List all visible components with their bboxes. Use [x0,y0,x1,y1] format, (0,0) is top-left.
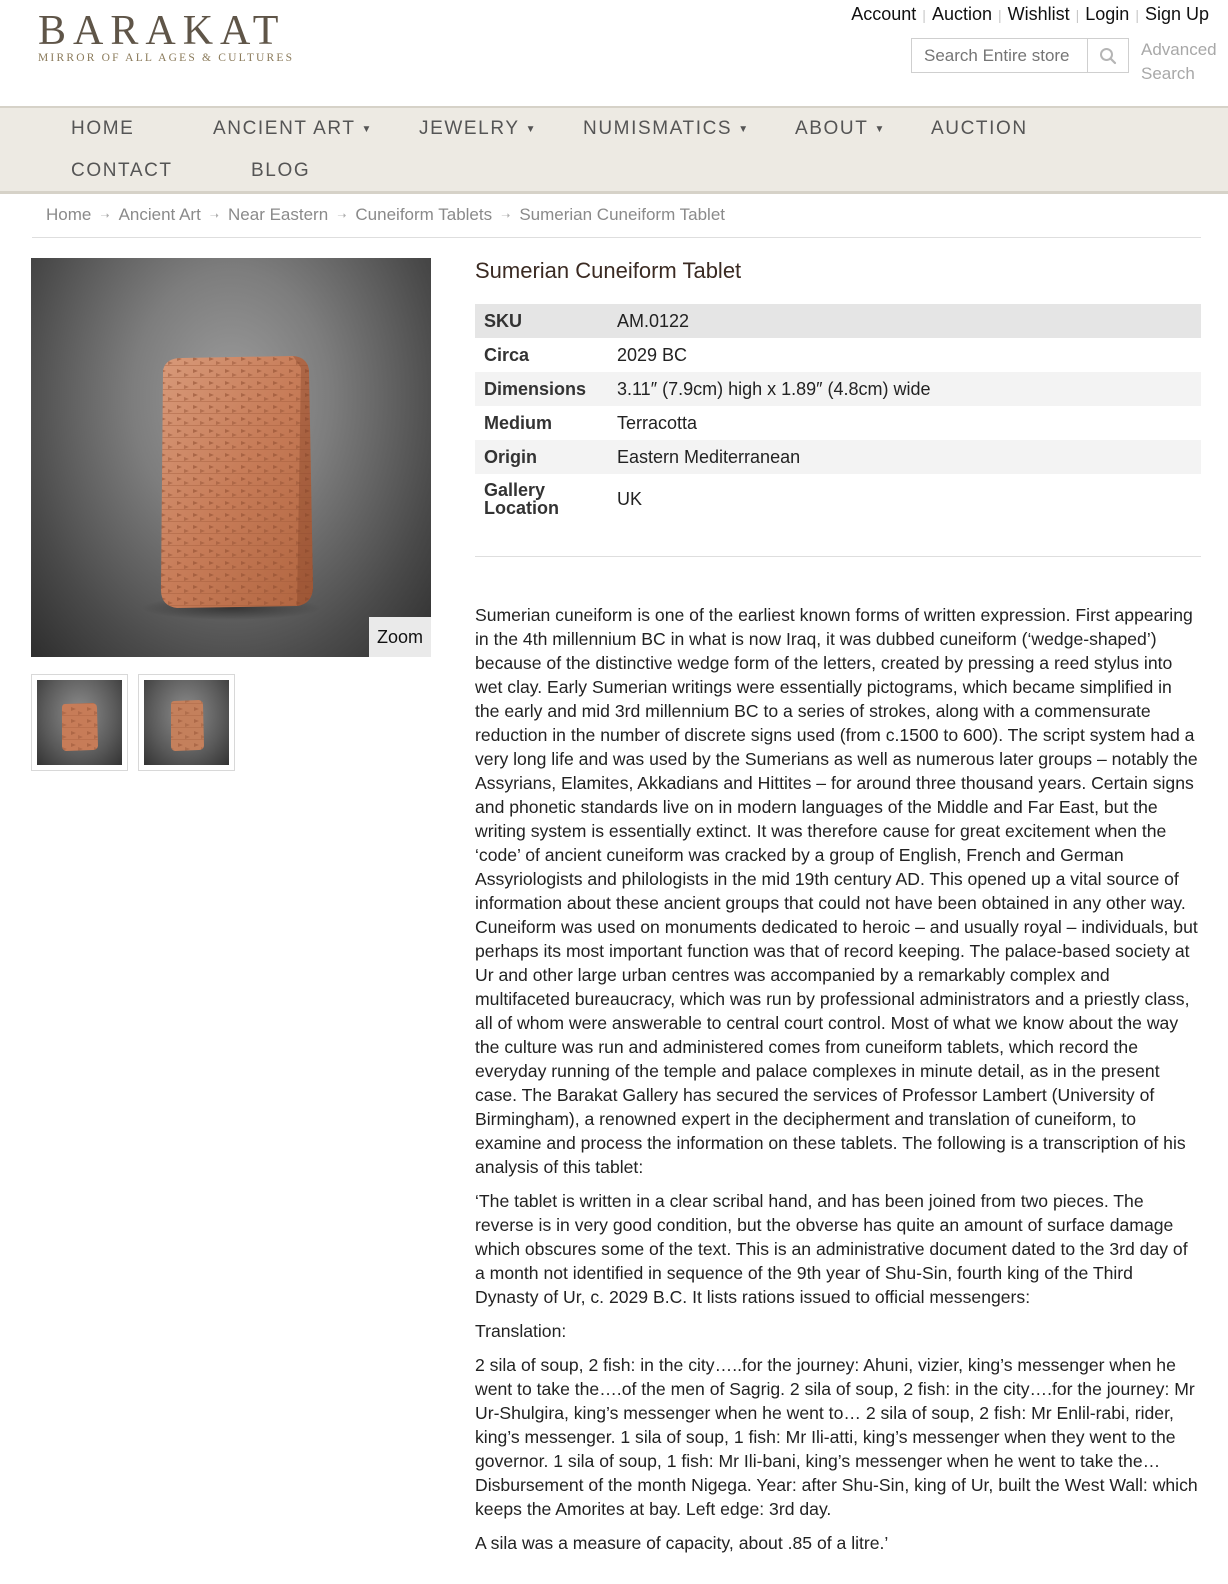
attribute-row [475,372,1201,406]
tablet-photo [31,258,431,657]
signup-link[interactable]: Sign Up [1144,4,1209,24]
site-logo[interactable] [38,8,294,64]
product-attributes-table [475,304,1201,524]
link-separator: | [997,6,1002,23]
search-input[interactable] [911,38,1087,73]
attribute-row [475,474,1201,524]
nav-jewelry-label: JEWELRY [419,118,520,139]
nav-auction-label: AUCTION [931,118,1028,139]
nav-ancient-art-label: ANCIENT ART [213,118,356,139]
nav-about[interactable] [795,118,886,140]
nav-home[interactable] [71,118,134,140]
chevron-down-icon: ▼ [361,124,374,135]
link-separator: | [922,6,926,23]
search-icon [1099,47,1117,65]
nav-about-label: ABOUT [795,118,869,139]
description-paragraph: Cuneiform was used on monuments dedicated to heroic – and usually royal – individuals, but perhaps its most important function was that of record keeping. The palace-based society at Ur and other large urban centres was accompanied by a remarkably complex and multifaceted bureaucracy, which was run by professional administrators and a priestly class, all of whom were answerable to central court control. Most of what we know about the way the culture was run and administered comes from cuneiform tablets, which record the everyday running of the temple and palace complexes in minute detail, as in the present case. The Barakat Gallery has secured the services of Professor Lambert (University of Birmingham), a renowned expert in the decipherment and translation of cuneiform, to examine and process the information on these tablets. The following is a transcription of his analysis of this tablet: [475,917,1198,1177]
arrow-right-icon: ➝ [501,209,511,222]
search-button[interactable] [1087,38,1129,73]
nav-numismatics-label: NUMISMATICS [583,118,733,139]
breadcrumb-cuneiform-tablets[interactable]: Cuneiform Tablets [355,205,493,224]
logo-wordmark: BARAKAT [38,8,286,54]
link-separator: | [1135,6,1139,23]
arrow-right-icon: ➝ [209,209,220,222]
product-description [475,603,1201,1555]
auction-link[interactable]: Auction [931,4,992,24]
nav-contact[interactable] [71,160,173,182]
attribute-label: Gallery Location [484,480,559,518]
attribute-label: Origin [484,447,537,467]
thumbnail-image [37,680,122,765]
attribute-row [475,304,1201,338]
attribute-value: UK [617,488,643,509]
login-link[interactable]: Login [1085,4,1130,24]
description-paragraph: 2 sila of soup, 2 fish: in the city…..for the journey: Ahuni, vizier, king’s messenger when he went to take the….of the men of Sagrig. 2 sila of soup, 2 fish: in the city….for the journey: Mr Ur-Shulgira, king’s messenger when he went to… 2 sila of soup, 2 fish: Mr Enlil-rabi, rider, king’s messenger. 1 sila of soup, 1 fish: Mr Ili-atti, king’s messenger when they went to the governor. 1 sila of soup, 1 fish: Mr Ili-bani, king’s messenger when he went to take the… Disbursement of the month Nigega. Year: after Shu-Sin, king of Ur, built the West Wall: which keeps the Amorites at bay. Left edge: 3rd day. [475,1355,1198,1519]
arrow-right-icon: ➝ [337,209,347,222]
details-divider [475,556,1201,557]
breadcrumb-home[interactable]: Home [46,205,92,224]
chevron-down-icon: ▼ [874,124,886,135]
description-paragraph: A sila was a measure of capacity, about .85 of a litre.’ [475,1533,889,1553]
attribute-row [475,406,1201,440]
attribute-value: 3.11″ (7.9cm) high x 1.89″ (4.8cm) wide [617,378,931,399]
attribute-label: Medium [484,413,553,433]
attribute-label: Circa [484,345,530,365]
nav-home-label: HOME [71,118,135,139]
thumbnail-front[interactable] [31,674,128,771]
wishlist-link[interactable]: Wishlist [1007,4,1070,24]
search-form [911,38,1129,73]
attribute-value: 2029 BC [617,344,688,365]
breadcrumb-current: Sumerian Cuneiform Tablet [519,205,726,224]
breadcrumb-near-eastern[interactable]: Near Eastern [228,205,329,224]
attribute-row [475,338,1201,372]
attribute-value: Eastern Mediterranean [617,446,801,467]
attribute-label: SKU [484,311,523,331]
account-links [851,4,1209,25]
description-paragraph: Sumerian cuneiform is one of the earliest known forms of written expression. First appearing in the 4th millennium BC in what is now Iraq, it was dubbed cuneiform (‘wedge-shaped’) because of the distinctive wedge form of the letters, created by pressing a reed stylus into wet clay. Early Sumerian writings were essentially pictograms, which became simplified in the early and mid 3rd millennium BC to a series of strokes, along with a commensurate reduction in the number of discrete signs used (from c.1500 to 600). The script system had a very long life and was used by the Sumerians as well as numerous later groups – notably the Assyrians, Elamites, Akkadians and Hittites – for around three thousand years. Certain signs and phonetic standards live on in modern languages of the Middle and Far East, but the writing system is essentially extinct. It was therefore cause for great excitement when the ‘code’ of ancient cuneiform was cracked by a group of English, French and German Assyriologists and philologists in the mid 19th century AD. This opened up a vital source of information about these ancient groups that could not have been obtained in any other way. [475,605,1198,913]
nav-blog[interactable] [251,160,310,182]
product-title: Sumerian Cuneiform Tablet [475,258,742,283]
breadcrumb-ancient-art[interactable]: Ancient Art [118,205,201,224]
nav-auction[interactable] [931,118,1028,140]
zoom-button[interactable]: Zoom [369,617,431,657]
breadcrumb [46,205,725,225]
thumbnail-image [144,680,229,765]
attribute-label: Dimensions [484,379,587,399]
link-separator: | [1075,6,1080,23]
attribute-value: AM.0122 [617,310,690,331]
chevron-down-icon: ▼ [525,124,538,135]
logo-tagline: MIRROR OF ALL AGES & CULTURES [38,52,295,64]
description-paragraph: Translation: [475,1321,567,1341]
attribute-row [475,440,1201,474]
attribute-value: Terracotta [617,412,698,433]
breadcrumb-divider [32,237,1201,238]
description-paragraph: ‘The tablet is written in a clear scribal hand, and has been joined from two pieces. The reverse is in very good condition, but the obverse has quite an amount of surface damage which obscures some of the text. This is an administrative document dated to the 3rd day of a month not identified in sequence of the 9th year of Shu-Sin, fourth king of the Third Dynasty of Ur, c. 2029 B.C. It lists rations issued to official messengers: [475,1191,1188,1307]
nav-contact-label: CONTACT [71,160,173,181]
nav-ancient-art[interactable] [213,118,373,140]
chevron-down-icon: ▼ [738,124,750,135]
main-navigation [0,106,1228,194]
thumbnail-reverse[interactable] [138,674,235,771]
account-link[interactable]: Account [851,4,917,24]
nav-jewelry[interactable] [419,118,537,140]
arrow-right-icon: ➝ [100,209,110,222]
nav-numismatics[interactable] [583,118,750,140]
nav-blog-label: BLOG [251,160,311,181]
thumbnail-gallery [31,674,235,771]
advanced-search-link[interactable]: Advanced Search [1141,40,1217,83]
product-main-image[interactable] [31,258,431,657]
